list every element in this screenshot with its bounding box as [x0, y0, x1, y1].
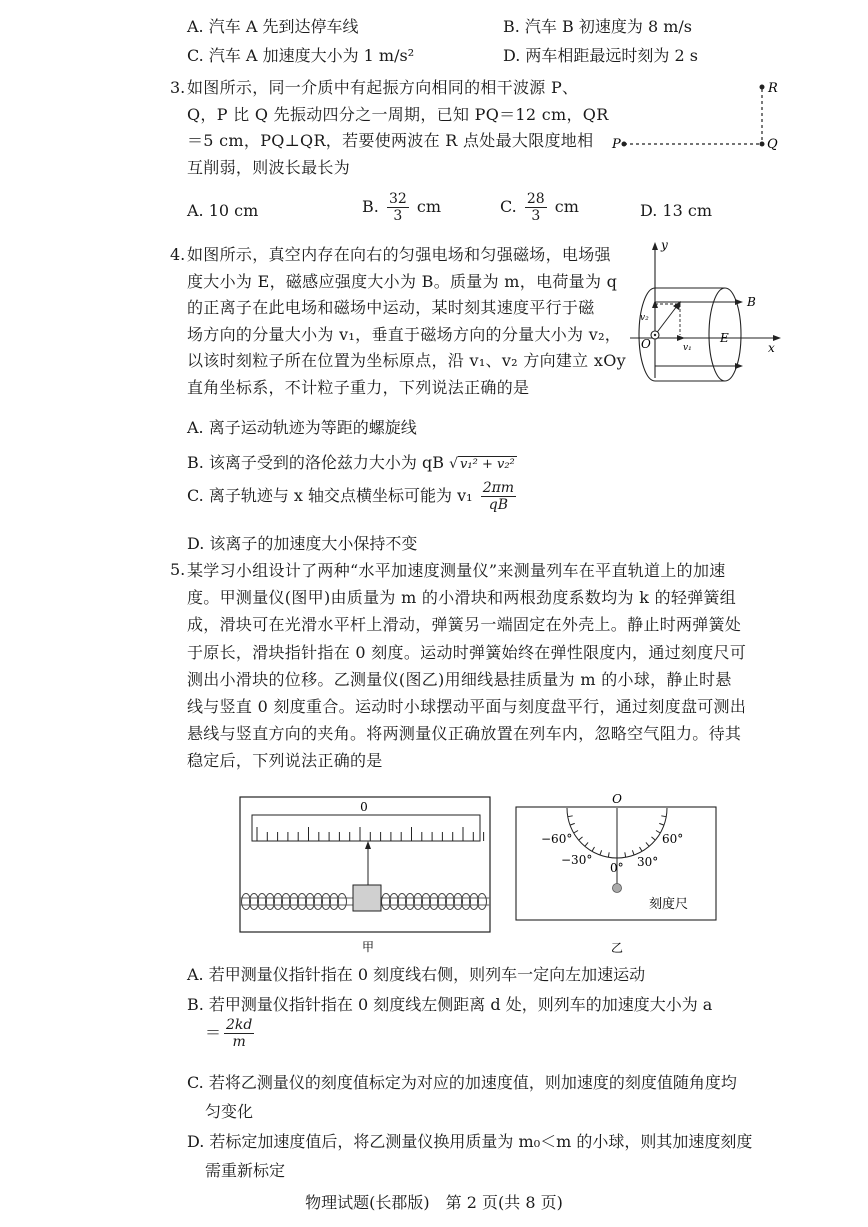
- q5-line: 成，滑块可在光滑水平杆上滑动，弹簧另一端固定在外壳上。静止时两弹簧处: [187, 615, 742, 635]
- label-p: P: [612, 137, 621, 152]
- q5-number: 5.: [170, 560, 186, 579]
- point-r: [760, 85, 765, 90]
- v1-arrow-icon: [677, 335, 685, 341]
- q4-line: 的正离子在此电场和磁场中运动，某时刻其速度平行于磁: [187, 298, 595, 317]
- q4-line: 度大小为 E，磁感应强度大小为 B。质量为 m，电荷量为 q: [187, 271, 618, 291]
- jia-zero-label: 0: [360, 800, 368, 814]
- label-x: x: [768, 341, 775, 355]
- field-arrow-icon: [735, 363, 743, 369]
- q4-line: 以该时刻粒子所在位置为坐标原点，沿 v₁、v₂ 方向建立 xOy: [187, 351, 626, 370]
- q5-line: 某学习小组设计了两种“水平加速度测量仪”来测量列车在平直轨道上的加速: [187, 561, 726, 580]
- velocity-vector: [655, 306, 677, 335]
- q5-option-c-cont: 匀变化: [205, 1102, 254, 1121]
- q4-line: 如图所示，真空内存在向右的匀强电场和匀强磁场，电场强: [187, 245, 611, 264]
- q4-option-b: B. 该离子受到的洛伦兹力大小为 qB √ v₁² + v₂²: [187, 453, 515, 472]
- particle-dot: [654, 334, 656, 336]
- q5-line: 度。甲测量仪(图甲)由质量为 m 的小滑块和两根劲度系数均为 k 的轻弹簧组: [187, 588, 737, 608]
- jia-slider: [353, 885, 381, 911]
- label-q: Q: [767, 137, 778, 152]
- q3-line: ＝5 cm，PQ⊥QR，若要使两波在 R 点处最大限度地相: [187, 131, 594, 150]
- q5-option-d-cont: 需重新标定: [205, 1161, 286, 1180]
- sqrt-symbol: √: [449, 456, 459, 472]
- q5-line: 线与竖直 0 刻度重合。运动时小球摆动平面与刻度盘平行，通过刻度盘可测出: [187, 697, 747, 717]
- field-arrow-icon: [735, 299, 743, 305]
- yi-label-p30: 30°: [637, 855, 659, 869]
- yi-label-m60: −60°: [541, 832, 573, 846]
- label-e: E: [720, 331, 729, 345]
- label-v2: v₂: [640, 313, 649, 323]
- q3-option-d: D. 13 cm: [640, 201, 713, 220]
- yi-label-m30: −30°: [561, 853, 593, 867]
- yi-ball: [613, 884, 622, 893]
- point-p: [622, 142, 627, 147]
- yi-label-o: O: [612, 792, 622, 806]
- q3-line: 互削弱，则波长最长为: [187, 157, 351, 177]
- q5-line: 稳定后，下列说法正确的是: [187, 751, 383, 771]
- point-q: [760, 142, 765, 147]
- fig-jia: [238, 795, 494, 955]
- label-b: B: [747, 295, 756, 309]
- q5-option-a: A. 若甲测量仪指针指在 0 刻度线右侧，则列车一定向左加速运动: [187, 965, 646, 984]
- q3-option-c: C. $\frac{28}{3}$ cm: [500, 191, 579, 224]
- q5-option-b-formula: ＝ $\frac{2kd}{m}$: [205, 1017, 253, 1050]
- q3-option-b: B. $\frac{32}{3}$ cm: [362, 191, 441, 224]
- q5-option-c: C. 若将乙测量仪的刻度值标定为对应的加速度值，则加速度的刻度值随角度均: [187, 1073, 737, 1092]
- page-footer: 物理试题(长郡版) 第 2 页(共 8 页): [305, 1193, 563, 1212]
- q4-line: 直角坐标系，不计粒子重力，下列说法正确的是: [187, 377, 530, 397]
- q4-option-c: C. 离子轨迹与 x 轴交点横坐标可能为 v₁ $\frac{2\pi m}{qB}$: [187, 480, 515, 513]
- q4-line: 场方向的分量大小为 v₁，垂直于磁场方向的分量大小为 v₂，: [187, 324, 622, 344]
- yi-label-p60: 60°: [662, 832, 684, 846]
- q3-number: 3.: [170, 78, 186, 97]
- jia-caption: 甲: [361, 940, 375, 954]
- q3-line: Q，P 比 Q 先振动四分之一周期，已知 PQ＝12 cm，QR: [187, 104, 609, 124]
- q4-option-d: D. 该离子的加速度大小保持不变: [187, 534, 418, 553]
- label-v1: v₁: [683, 343, 692, 353]
- q2-option-c: C. 汽车 A 加速度大小为 1 m/s²: [187, 46, 415, 65]
- q2-option-b: B. 汽车 B 初速度为 8 m/s: [503, 17, 692, 36]
- q5-line: 于原长，滑块指针指在 0 刻度。运动时弹簧始终在弹性限度内，通过刻度尺可: [187, 642, 747, 662]
- q5-line: 测出小滑块的位移。乙测量仪(图乙)用细线悬挂质量为 m 的小球，静止时悬: [187, 669, 732, 689]
- q2-option-d: D. 两车相距最远时刻为 2 s: [503, 46, 698, 65]
- q3-figure: [610, 75, 790, 160]
- q3-option-a: A. 10 cm: [187, 201, 259, 220]
- label-o: O: [641, 337, 651, 351]
- q4-figure: [625, 238, 785, 388]
- label-r: R: [768, 81, 778, 96]
- yi-label-zero: 0°: [610, 861, 624, 875]
- q4-stem: [187, 242, 627, 401]
- q5-line: 悬线与竖直方向的夹角。将两测量仪正确放置在列车内，忽略空气阻力。待其: [187, 724, 742, 744]
- label-y: y: [661, 238, 668, 252]
- y-arrow-icon: [652, 242, 658, 250]
- q3-line: 如图所示，同一介质中有起振方向相同的相干波源 P、: [187, 78, 579, 97]
- q5-stem: [187, 557, 797, 775]
- q3-stem: [187, 75, 617, 181]
- q5-option-d: D. 若标定加速度值后，将乙测量仪换用质量为 m₀＜m 的小球，则其加速度刻度: [187, 1132, 753, 1151]
- yi-ruler-label: 刻度尺: [649, 897, 689, 912]
- q2-option-a: A. 汽车 A 先到达停车线: [187, 17, 359, 36]
- q4-number: 4.: [170, 245, 186, 264]
- fig-yi: [513, 790, 723, 955]
- jia-scale: [252, 815, 480, 841]
- q5-option-b: B. 若甲测量仪指针指在 0 刻度线左侧距离 d 处，则列车的加速度大小为 a: [187, 995, 713, 1014]
- q4-option-a: A. 离子运动轨迹为等距的螺旋线: [187, 418, 417, 437]
- yi-caption: 乙: [610, 941, 624, 955]
